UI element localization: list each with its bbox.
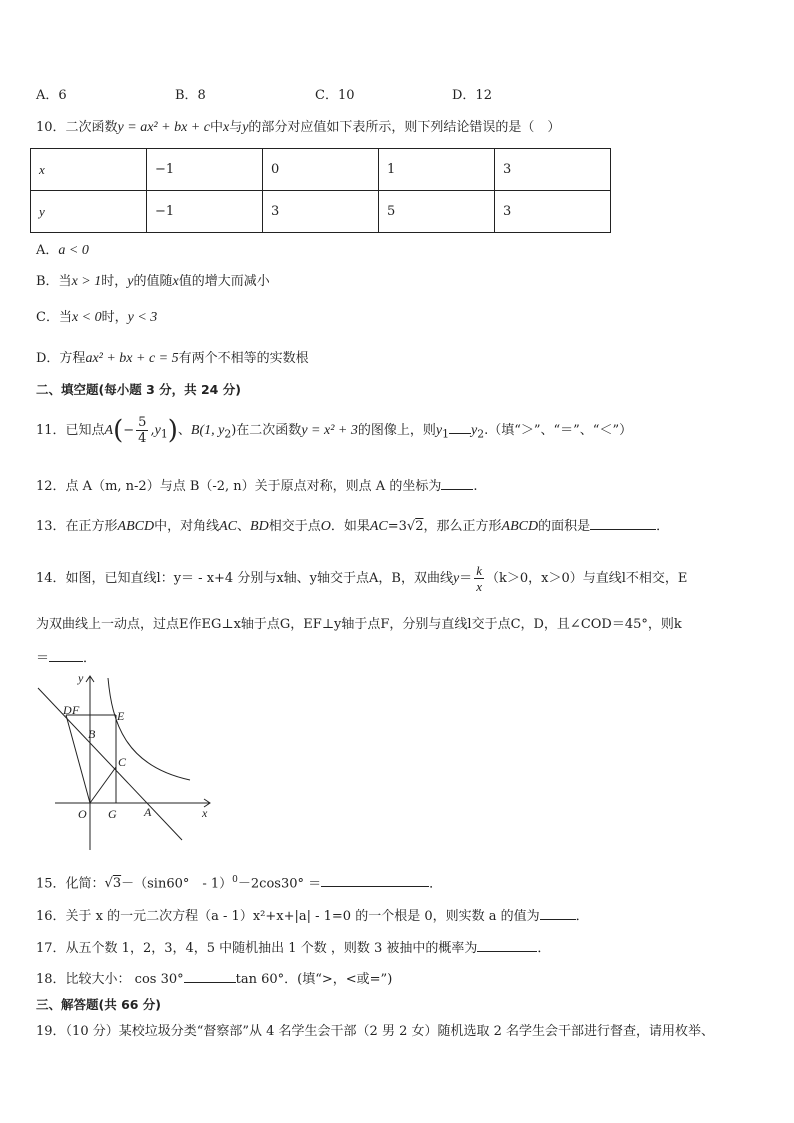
q14-line-2: 为双曲线上一动点，过点E作EG⊥x轴于点G，EF⊥y轴于点F，分别与直线l交于点C，D，且∠COD＝45°，则k [36,617,682,632]
q11-answer-blank[interactable] [449,420,471,434]
label-x: x [202,806,208,820]
q16-answer-blank[interactable] [540,906,576,920]
table-cell: 0 [263,149,379,191]
label-e: E [117,709,125,723]
table-cell: x [31,149,147,191]
section-2-title: 二、填空题(每小题 3 分，共 24 分) [36,382,241,397]
table-cell: 3 [495,149,611,191]
label-y: y [78,671,84,685]
table-cell: y [31,191,147,233]
table-cell: 1 [379,149,495,191]
fraction-5-4: $\frac{5}{4}$ [138,415,147,446]
q18: 18．比较大小： cos 30° tan 60°．(填“>，<或=”) [36,969,392,989]
label-d: D [63,703,72,717]
q10-option-b: B．当x > 1时，y的值随x值的增大而减小 [36,274,270,289]
q9-option-d: D．12 [452,88,492,103]
section-3-title: 三、解答题(共 66 分) [36,997,162,1012]
q17: 17．从五个数 1，2，3，4，5 中随机抽出 1 个数 ，则数 3 被抽中的概率为 ． [36,938,550,958]
fraction-k-x: $\frac{k}{x}$ [476,563,482,594]
q14-answer-blank[interactable] [49,648,83,662]
label-f: F [72,703,80,717]
q13: 13．在正方形ABCD中，对角线AC、BD相交于点O．如果AC=3√2，那么正方形ABCD的面积是 ． [36,516,669,536]
q19: 19．（10 分）某校垃圾分类“督察部”从 4 名学生会干部（2 男 2 女）随机选取 2 名学生会干部进行督查，请用枚举、 [36,1024,715,1039]
sqrt-symbol: √3 [104,876,122,892]
q10-option-c: C．当x < 0时，y < 3 [36,310,158,325]
q11: 11．已知点A(− $\frac{5}{4}$ $,y_1$)、B(1, $y_2$)在二次函数y = x² + 3的图像上，则$y_1$ $y_2$.（填“＞”、“＝”、“＜”） [36,415,633,446]
q14-line-1: 14．如图，已知直线l：y＝ - x+4 分别与x轴、y轴交于点A，B，双曲线y＝ $\frac{k}{x}$ （k＞0，x＞0）与直线l不相交，E [36,563,688,594]
table-cell: 5 [379,191,495,233]
q12-answer-blank[interactable] [441,476,473,490]
q15: 15．化简：√3－（sin60° - 1）$^0$－2cos30° ＝ ． [36,875,443,892]
q9-option-b: B．8 [175,88,206,103]
q9-option-a: A．6 [36,88,67,103]
table-row-x [31,149,611,191]
label-g: G [108,807,117,821]
table-cell: −1 [147,191,263,233]
table-cell: 3 [263,191,379,233]
q10-option-d: D．方程ax² + bx + c = 5有两个不相等的实数根 [36,351,309,366]
q16: 16．关于 x 的一元二次方程（a - 1）x²+x+|a| - 1=0 的一个根是 0，则实数 a 的值为 ． [36,906,589,926]
q17-answer-blank[interactable] [477,938,537,952]
value-table [30,148,611,233]
segment-oc [90,767,116,803]
q14-line-3: ＝ ． [36,648,96,668]
q15-answer-blank[interactable] [321,873,429,887]
label-a: A [144,805,152,819]
q10-option-a: A．a < 0 [36,243,89,258]
label-o: O [78,807,87,821]
label-c: C [118,755,127,769]
table-cell: 3 [495,191,611,233]
hyperbola-line-figure [30,670,220,855]
q12: 12．点 A（m, n-2）与点 B（-2, n）关于原点对称，则点 A 的坐标为 . [36,476,477,496]
table-row-y [31,191,611,233]
label-b: B [88,727,96,741]
q13-answer-blank[interactable] [590,516,656,530]
sqrt-symbol: √2 [406,519,424,534]
q9-option-c: C．10 [315,88,355,103]
q10-stem: 10．二次函数y = ax² + bx + c中x与y的部分对应值如下表所示，则下列结论错误的是（ ） [36,120,561,135]
table-cell: −1 [147,149,263,191]
segment-od [66,715,90,803]
q18-answer-blank[interactable] [184,969,236,983]
